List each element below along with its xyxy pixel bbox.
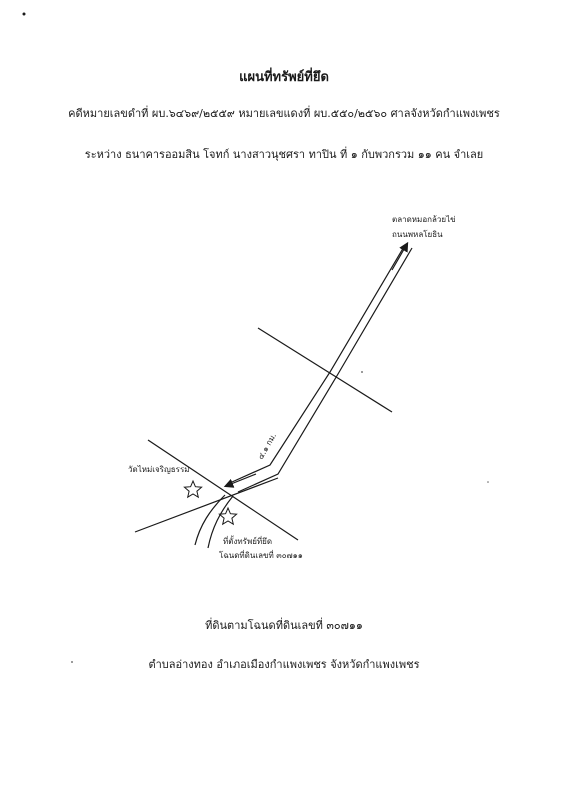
star-icon bbox=[184, 481, 201, 497]
map-title: แผนที่ทรัพย์ที่ยึด bbox=[239, 70, 329, 85]
deed-label: โฉนดที่ดินเลขที่ ๓๐๗๑๑ bbox=[219, 551, 303, 560]
parties-line: ระหว่าง ธนาคารออมสิน โจทก์ นางสาวนุชศรา ทาปิน ที่ ๑ กับพวกรวม ๑๑ คน จำเลย bbox=[84, 148, 484, 161]
scan-speck bbox=[487, 481, 489, 483]
temple-label: วัดไหม่เจริญธรรม bbox=[128, 465, 190, 474]
main-road-left-edge bbox=[232, 245, 405, 482]
lower-road-diagonal-1 bbox=[148, 440, 298, 540]
scan-speck bbox=[361, 371, 363, 373]
case-number-line: คดีหมายเลขดำที่ ผบ.๖๔๖๙/๒๕๕๙ หมายเลขแดงที่ ผบ.๕๕๐/๒๕๖๐ ศาลจังหวัดกำแพงเพชร bbox=[68, 107, 500, 120]
upper-cross-road bbox=[258, 328, 392, 412]
location-line: ตำบลอ่างทอง อำเภอเมืองกำแพงเพชร จังหวัดกำแพงเพชร bbox=[148, 658, 420, 671]
property-label: ที่ตั้งทรัพย์ที่ยึด bbox=[223, 537, 273, 546]
scan-speck bbox=[23, 13, 26, 16]
highway-label: ถนนพหลโยธิน bbox=[392, 230, 443, 239]
distance-label: ๔.๑ กม. bbox=[255, 431, 279, 461]
market-label: ตลาดหมอกล้วยไข่ bbox=[392, 215, 456, 224]
arrow-icon bbox=[392, 244, 407, 270]
arrow-icon bbox=[226, 474, 256, 486]
land-deed-line: ที่ดินตามโฉนดที่ดินเลขที่ ๓๐๗๑๑ bbox=[205, 619, 363, 632]
lower-road-diagonal-2 bbox=[135, 478, 278, 532]
star-icon bbox=[219, 508, 236, 524]
